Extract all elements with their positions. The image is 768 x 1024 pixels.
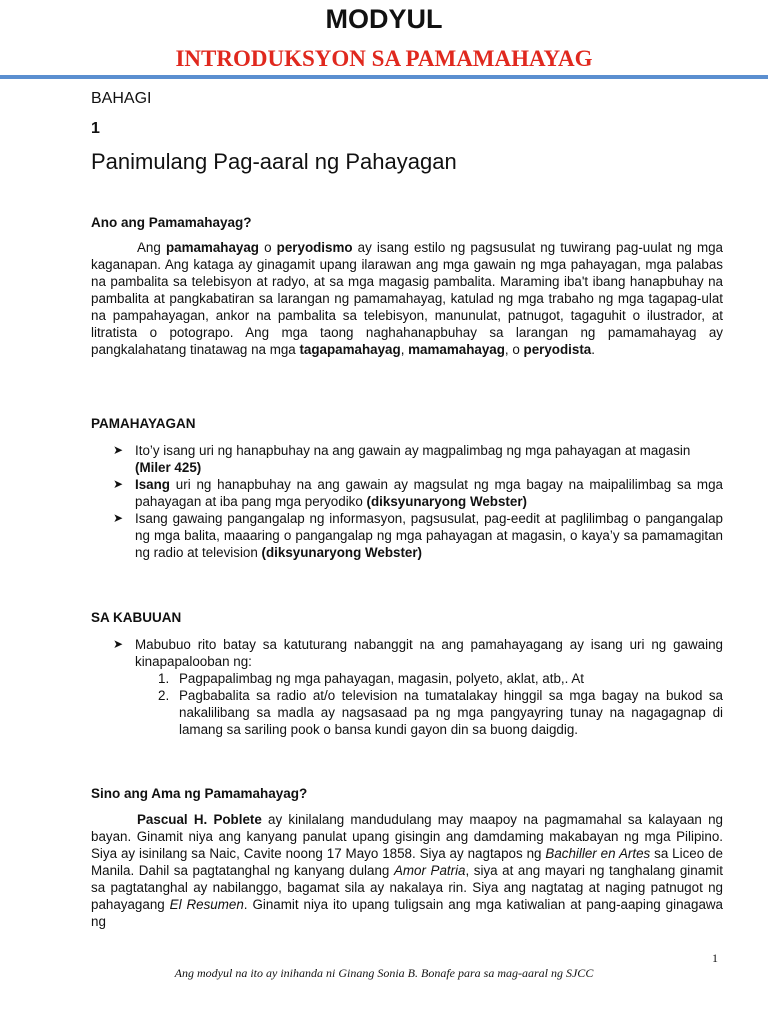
numbered-item — [135, 687, 723, 738]
list-item — [91, 636, 723, 738]
numbered-item — [135, 670, 723, 687]
section-heading-sa-kabuuan: SA KABUUAN — [91, 610, 182, 625]
text-run: ay kinilalang mandudulang may maapoy na pagmamahal sa kalayaan ng bayan. Ginamit niya ang kanyang panulat upang gisingin ang damdaming makabayan ng mga Pilipino. Siya ay isinilang sa Naic, Cavite noong 17 Mayo 1858. Siya ay nagtapos ng — [91, 812, 723, 861]
text-run: o — [258, 240, 277, 255]
numbered-item-text: Pagpapalimbag ng mga pahayagan, magasin, polyeto, aklat, atb,. At — [179, 671, 584, 686]
paragraph-pamamahayag — [91, 239, 723, 358]
text-run: , siya at ang mayari ng tanghalang ginamit sa pagtatanghal ay nabilanggo, bagamat sila ay nakalaya rin. Siya ang nagtatag at naging patnugot ng pahayagang — [91, 863, 723, 912]
numbered-item-text: Pagbabalita sa radio at/o television na tumatalakay hinggil sa mga bagay na bukod sa nakalilibang sa madla ay nagsasaad pa ng mga pangyayring tunay na nagagagnap di lamang sa sariling pook o bansa kundi gayon din sa buong daigdig. — [179, 688, 723, 737]
list-item-text: uri ng hanapbuhay na ang gawain ay magsulat ng mga bagay na maipalilimbag sa mga pahayagan at iba pang mga peryodiko — [135, 477, 723, 509]
bold-term: Pascual H. Poblete — [137, 812, 262, 827]
text-run: . Ginamit niya ito upang tuligsain ang mga katiwalian at pang-aaping ginagawa ng — [91, 897, 724, 929]
text-run: ay isang estilo ng pagsusulat ng tuwirang pag-uulat ng mga kaganapan. Ang kataga ay ginagamit upang ilarawan ang mga gawain ng mga pahayagan, mga palabas na pambalita sa telebisyon at radyo, at sa mga magasig pambalita. Maraming iba't ibang hanapbuhay na pambalita at pangkabatiran sa larangan ng pamamahayag, katulad ng mga trabaho ng mga tagapag-ulat na pampahayagan, ankor na pambalita sa telebisyon, manunulat, patnugot, tagaguhit o ilustrador, at litratista o potograpo. Ang mga taong naghahanapbuhay sa larangan ng pamamahayag ay pangkalahatang tinatawag na mga — [91, 240, 724, 357]
section-heading-pamamahayag: Ano ang Pamamahayag? — [91, 215, 252, 230]
arrowhead-bullet-icon: ➤ — [113, 511, 124, 525]
module-title: MODYUL — [325, 4, 443, 34]
list-item-text: Isang gawaing pangangalap ng informasyon, pagsusulat, pag-eedit at paglilimbag o pangangalap ng mga balita, maaaring o pangangalap ng mga pahayagan at magasin, o kaya’y sa pamamagitan ng radio at television — [135, 511, 723, 560]
bold-term: tagapamahayag — [299, 342, 401, 357]
text-run: , — [400, 342, 409, 357]
numbered-sublist — [135, 670, 723, 738]
list-item-source: (diksyunaryong Webster) — [261, 545, 423, 560]
part-number: 1 — [91, 120, 100, 137]
list-item-text: Ito’y isang uri ng hanapbuhay na ang gawain ay magpalimbag ng mga pahayagan at magasin — [135, 443, 691, 458]
list-item-source: (diksyunaryong Webster) — [366, 494, 528, 509]
part-heading: Panimulang Pag-aaral ng Pahayagan — [91, 149, 457, 174]
bold-term: peryodismo — [276, 240, 353, 255]
arrowhead-bullet-icon: ➤ — [113, 443, 124, 457]
footer-note: Ang modyul na ito ay inihanda ni Ginang Sonia B. Bonafe para sa mag-aaral ng SJCC — [174, 966, 594, 980]
pamahayagan-list — [91, 442, 723, 561]
page-number: 1 — [712, 951, 718, 965]
italic-term: Bachiller en Artes — [545, 846, 651, 861]
list-item-source: (Miler 425) — [135, 460, 202, 475]
arrowhead-bullet-icon: ➤ — [113, 477, 124, 491]
bold-term: pamamahayag — [165, 240, 259, 255]
text-run: sa Liceo de Manila. Dahil sa pagtatanghal ng kanyang dulang — [91, 846, 723, 878]
item-number: 2. — [158, 688, 170, 703]
list-item — [91, 476, 723, 510]
bold-term: mamamahayag — [408, 342, 505, 357]
bold-term: Isang — [135, 477, 170, 492]
list-item — [91, 510, 723, 561]
bold-term: peryodista — [523, 342, 592, 357]
text-run: , o — [504, 342, 524, 357]
paragraph-poblete — [91, 811, 723, 930]
section-heading-ama-ng-pamamahayag: Sino ang Ama ng Pamamahayag? — [91, 786, 308, 801]
title-divider — [0, 75, 768, 79]
italic-term: Amor Patria — [393, 863, 466, 878]
item-number: 1. — [158, 671, 170, 686]
list-item — [91, 442, 723, 476]
section-heading-pamahayagan: PAMAHAYAGAN — [91, 416, 196, 431]
module-subtitle: INTRODUKSYON SA PAMAMAHAYAG — [175, 46, 593, 71]
kabuuan-list — [91, 636, 723, 738]
part-label: BAHAGI — [91, 90, 152, 107]
text-run: Ang — [137, 240, 166, 255]
text-run: . — [591, 342, 595, 357]
arrowhead-bullet-icon: ➤ — [113, 637, 124, 651]
list-item-text: Mabubuo rito batay sa katuturang nabanggit na ang pamahayagang ay isang uri ng gawaing kinapapalooban ng: — [135, 637, 723, 669]
italic-term: El Resumen — [169, 897, 244, 912]
